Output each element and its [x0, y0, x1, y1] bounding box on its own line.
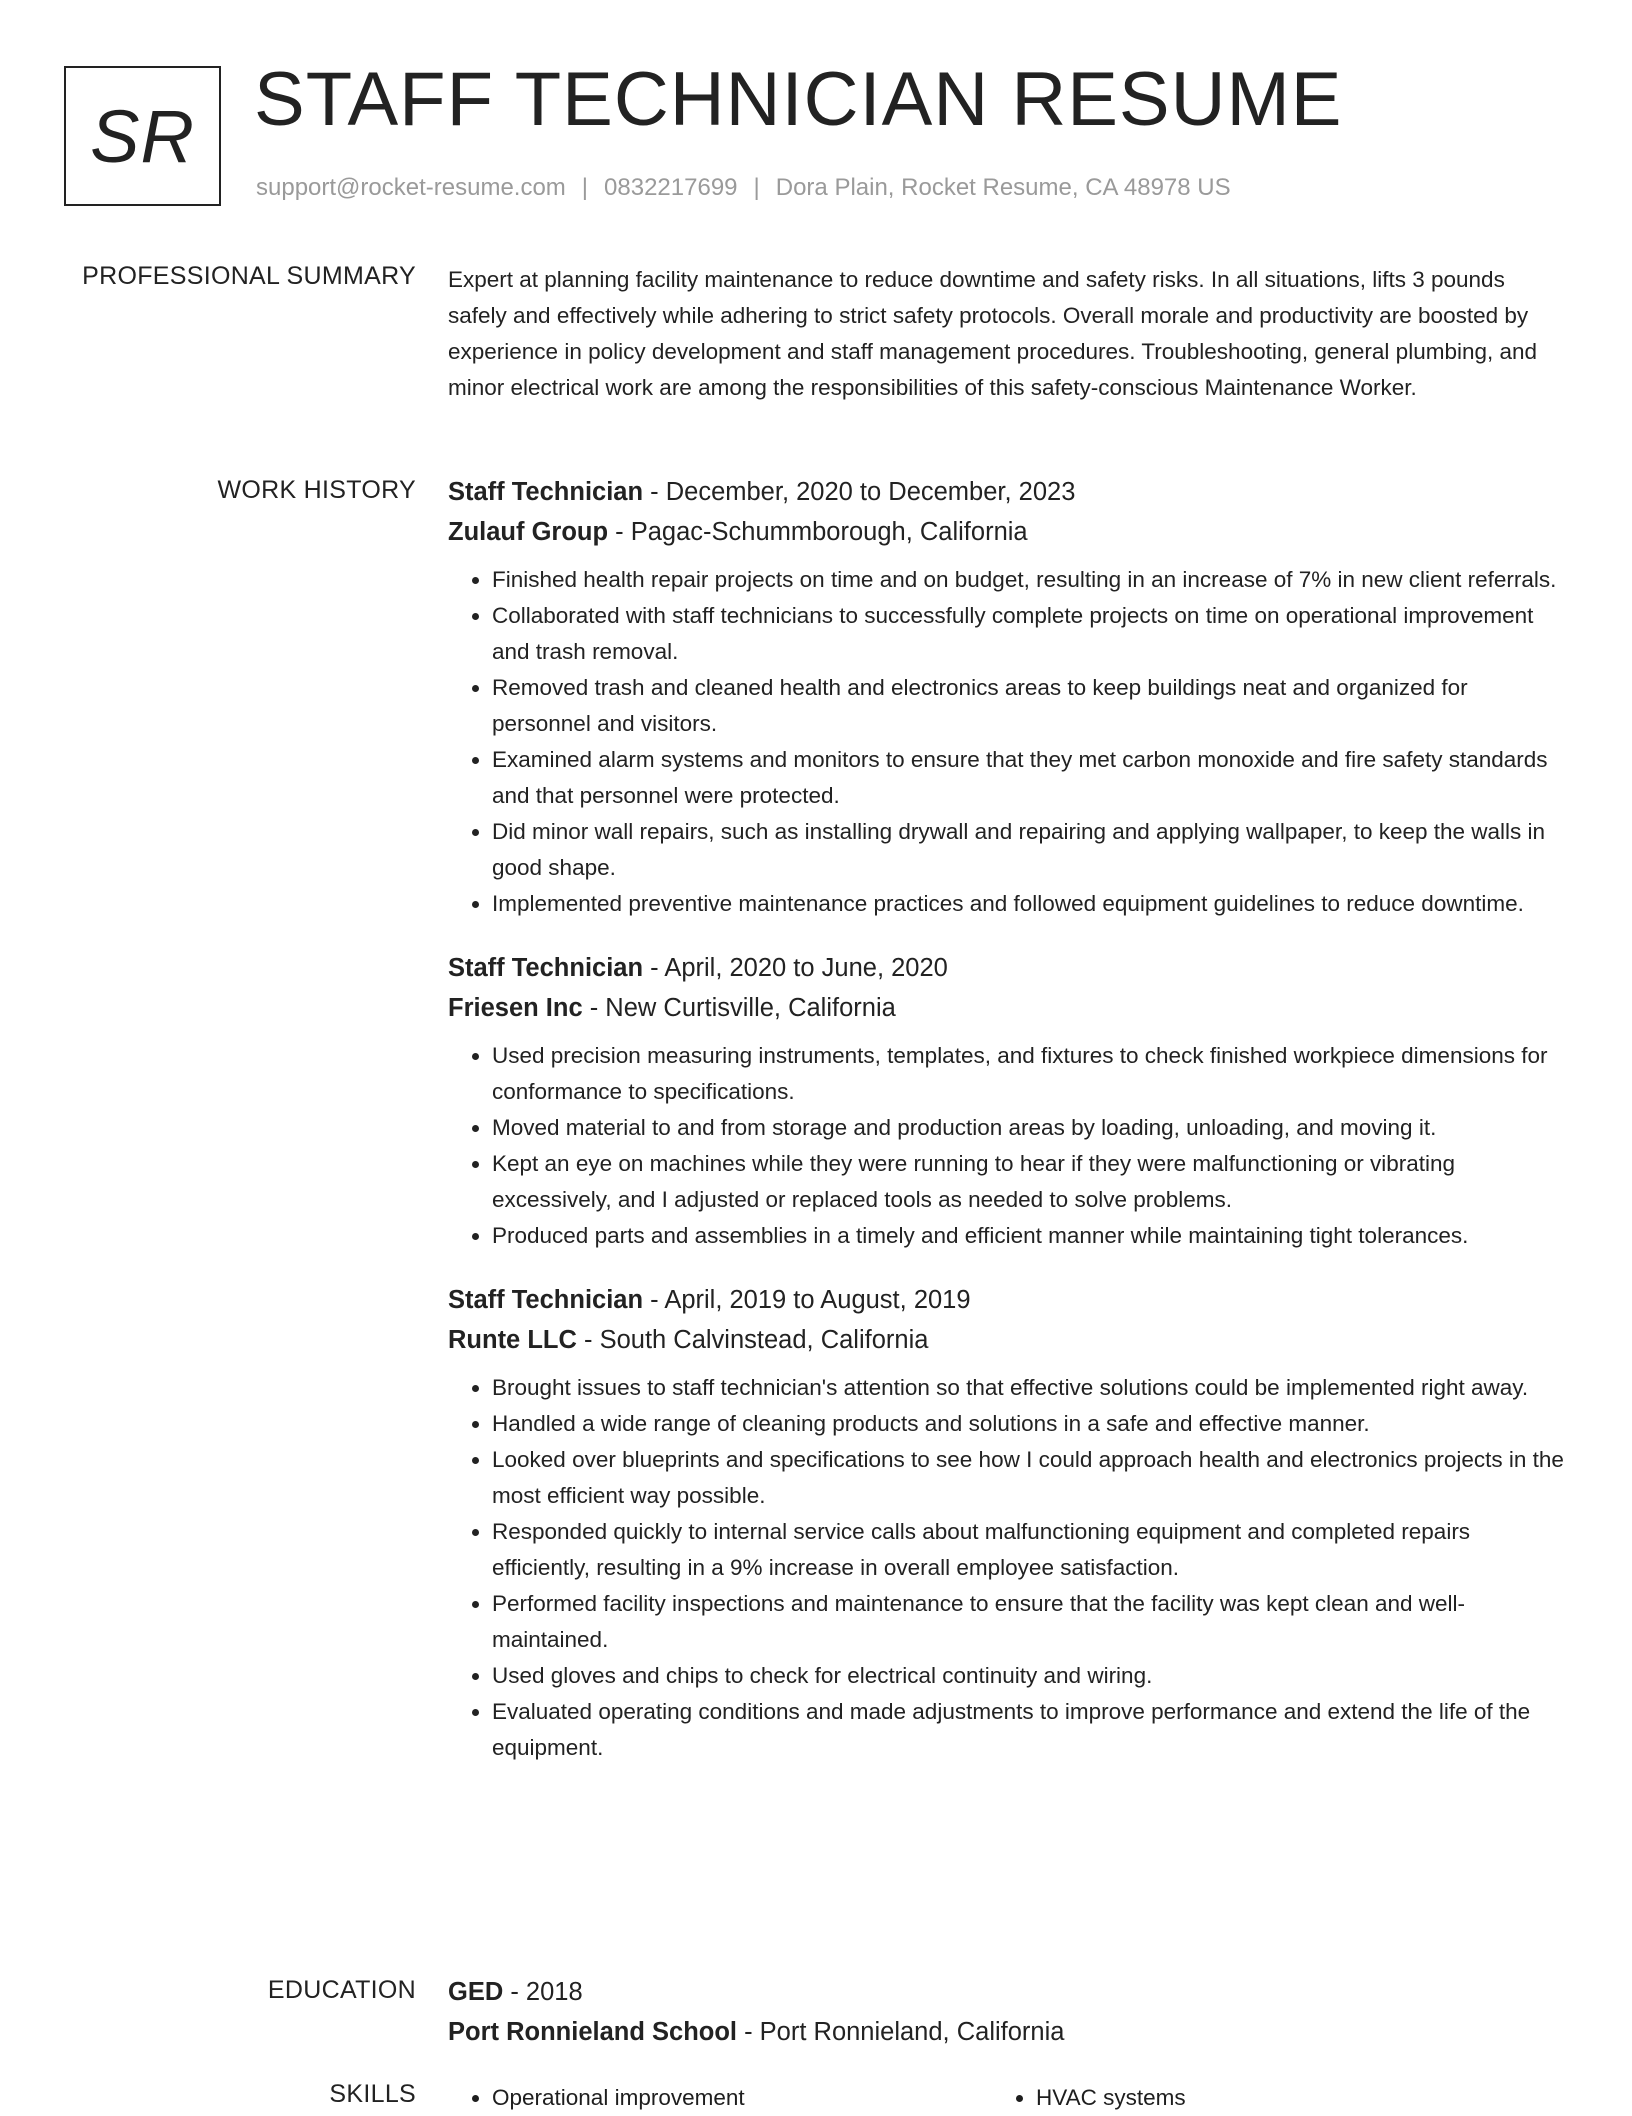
job-company-line: [448, 1320, 1564, 1360]
skills-columns: [448, 2080, 1564, 2116]
job-bullet: • Handled a wide range of cleaning products and solutions in a safe and effective manner.: [492, 1406, 1564, 1442]
job-company-line: [448, 512, 1564, 552]
job-bullet: • Moved material to and from storage and production areas by loading, unloading, and moving it.: [492, 1110, 1564, 1146]
education-degree-line: [448, 1972, 1564, 2012]
monogram-initials: SR: [90, 94, 195, 178]
job-company-line: [448, 988, 1564, 1028]
work-history-list: [448, 472, 1564, 1792]
education-year: - 2018: [503, 1978, 583, 2006]
job-bullets: [448, 562, 1564, 922]
job-location: - Pagac-Schummborough, California: [608, 518, 1028, 546]
job-bullet: • Finished health repair projects on time and on budget, resulting in an increase of 7% in new client referrals.: [492, 562, 1564, 598]
work-history-label: WORK HISTORY: [217, 476, 416, 504]
job-title-line: [448, 472, 1564, 512]
summary-label: PROFESSIONAL SUMMARY: [82, 262, 416, 290]
job-bullet: • Used gloves and chips to check for electrical continuity and wiring.: [492, 1658, 1564, 1694]
skills-list-left: [448, 2080, 992, 2116]
job-dates: - April, 2020 to June, 2020: [643, 954, 948, 982]
job-bullet: • Produced parts and assemblies in a timely and efficient manner while maintaining tight tolerances.: [492, 1218, 1564, 1254]
skill-item: • Operational improvement: [492, 2080, 992, 2116]
contact-email: support@rocket-resume.com: [256, 174, 566, 201]
job-title-line: [448, 948, 1564, 988]
skills-label: SKILLS: [329, 2080, 416, 2108]
skill-item: • HVAC systems: [1036, 2080, 1536, 2116]
job-bullet: • Brought issues to staff technician's attention so that effective solutions could be implemented right away.: [492, 1370, 1564, 1406]
education-degree: GED: [448, 1978, 504, 2006]
job-bullet: • Implemented preventive maintenance practices and followed equipment guidelines to reduce downtime.: [492, 886, 1564, 922]
job-bullet: • Looked over blueprints and specifications to see how I could approach health and electronics projects in the most efficient way possible.: [492, 1442, 1564, 1514]
resume-title: STAFF TECHNICIAN RESUME: [254, 57, 1343, 142]
job-bullet: • Kept an eye on machines while they were running to hear if they were malfunctioning or vibrating excessively, and I adjusted or replaced tools as needed to solve problems.: [492, 1146, 1564, 1218]
job-bullet: • Did minor wall repairs, such as installing drywall and repairing and applying wallpaper, to keep the walls in good shape.: [492, 814, 1564, 886]
job-title-line: [448, 1280, 1564, 1320]
education-location: - Port Ronnieland, California: [737, 2018, 1065, 2046]
job-title: Staff Technician: [448, 954, 644, 982]
job-bullet: • Evaluated operating conditions and made adjustments to improve performance and extend the life of the equipment.: [492, 1694, 1564, 1766]
job-bullet: • Collaborated with staff technicians to successfully complete projects on time on operational improvement and trash removal.: [492, 598, 1564, 670]
education-label: EDUCATION: [267, 1976, 416, 2004]
education-school-line: [448, 2012, 1564, 2052]
contact-separator: |: [581, 174, 589, 201]
contact-line: [256, 174, 1231, 202]
job-bullet: • Responded quickly to internal service calls about malfunctioning equipment and completed repairs efficiently, resulting in a 9% increase in overall employee satisfaction.: [492, 1514, 1564, 1586]
job-dates: - April, 2019 to August, 2019: [643, 1286, 971, 1314]
job-company: Runte LLC: [448, 1326, 577, 1354]
job-bullet: • Used precision measuring instruments, templates, and fixtures to check finished workpiece dimensions for conformance to specifications.: [492, 1038, 1564, 1110]
education-school: Port Ronnieland School: [448, 2018, 738, 2046]
monogram-box: [64, 66, 221, 206]
job-entry: [448, 948, 1564, 1254]
job-entry: [448, 472, 1564, 922]
summary-text: Expert at planning facility maintenance to reduce downtime and safety risks. In all situations, lifts 3 pounds safely and effectively while adhering to strict safety protocols. Overall morale and productivity are boosted by experience in policy development and staff management procedures. Troubleshooting, general plumbing, and minor electrical work are among the responsibilities of this safety-conscious Maintenance Worker.: [448, 267, 1538, 400]
contact-separator: |: [753, 174, 760, 201]
job-bullets: [448, 1370, 1564, 1766]
job-location: - South Calvinstead, California: [576, 1326, 929, 1354]
job-bullet: • Performed facility inspections and maintenance to ensure that the facility was kept clean and well-maintained.: [492, 1586, 1564, 1658]
contact-phone: 0832217699: [604, 174, 738, 201]
job-location: - New Curtisville, California: [582, 994, 896, 1022]
job-bullets: [448, 1038, 1564, 1254]
job-entry: [448, 1280, 1564, 1766]
job-title: Staff Technician: [448, 1286, 644, 1314]
job-bullet: • Removed trash and cleaned health and electronics areas to keep buildings neat and organized for personnel and visitors.: [492, 670, 1564, 742]
contact-address: Dora Plain, Rocket Resume, CA 48978 US: [775, 174, 1231, 201]
job-company: Friesen Inc: [448, 994, 583, 1022]
job-title: Staff Technician: [448, 478, 644, 506]
job-dates: - December, 2020 to December, 2023: [643, 478, 1076, 506]
skills-list-right: [992, 2080, 1536, 2116]
job-bullet: • Examined alarm systems and monitors to ensure that they met carbon monoxide and fire safety standards and that personnel were protected.: [492, 742, 1564, 814]
job-company: Zulauf Group: [448, 518, 609, 546]
